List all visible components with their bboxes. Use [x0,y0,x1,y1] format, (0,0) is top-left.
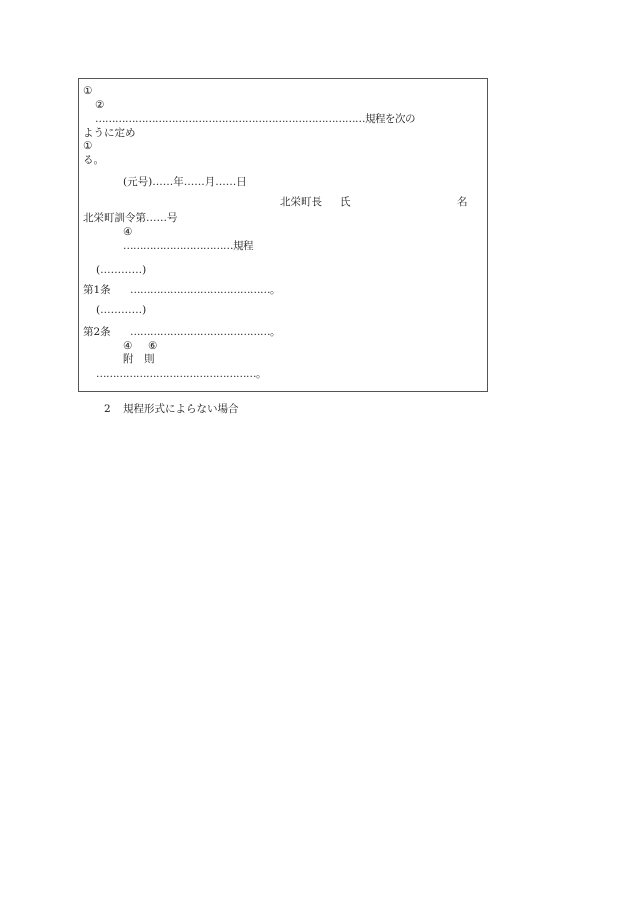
circled-mark-4: ④ [123,226,133,238]
regulation-name: ……………………………規程 [123,240,253,252]
article-1-heading: (…………) [96,264,147,276]
preamble-line-3: る。 [83,154,104,166]
circled-mark-6: ⑥ [148,340,158,352]
circled-mark-1: ① [83,85,93,97]
caption-number: 2 [104,403,111,415]
supplementary-provisions-text: …………………………………………。 [96,368,266,380]
article-2-heading: (…………) [96,304,147,316]
signatory-title: 北栄町長 [280,196,322,208]
preamble-line-2: ように定め [83,127,136,139]
regulation-form-frame [78,78,488,392]
signatory-name-first: 氏 [340,196,351,208]
preamble-line-1: ………………………………………………………………………規程を次の [95,113,415,125]
article-1-text: ……………………………………。 [130,284,280,296]
article-2-text: ……………………………………。 [130,326,280,338]
caption-text: 規程形式によらない場合 [123,403,239,415]
article-1-label: 第1条 [83,284,111,296]
circled-mark-4-second: ④ [123,340,133,352]
signatory-name-second: 名 [457,196,468,208]
date-line: (元号)……年……月……日 [123,176,247,188]
circled-mark-1-second: ① [83,140,93,152]
circled-mark-2: ② [95,99,105,111]
instruction-number: 北栄町訓令第……号 [83,212,178,224]
supplementary-provisions-title: 附 則 [123,353,155,365]
article-2-label: 第2条 [83,326,111,338]
